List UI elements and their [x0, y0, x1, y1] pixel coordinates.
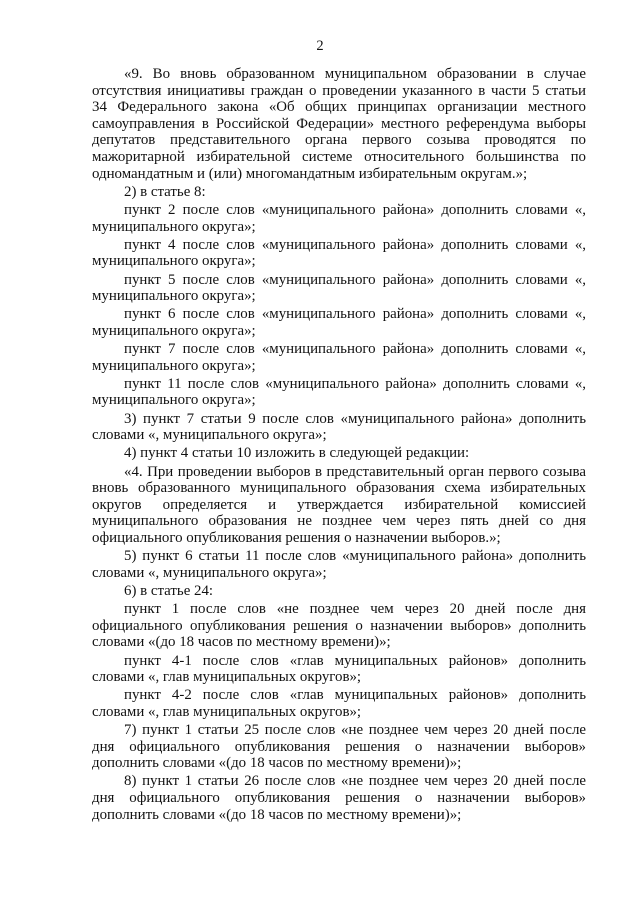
paragraph: пункт 7 после слов «муниципального района» дополнить словами «, муниципального округа»;	[92, 341, 586, 374]
page-number: 2	[316, 38, 324, 54]
paragraph: 5) пункт 6 статьи 11 после слов «муниципального района» дополнить словами «, муниципального округа»;	[92, 548, 586, 581]
paragraph: 4) пункт 4 статьи 10 изложить в следующей редакции:	[124, 445, 470, 462]
paragraph: пункт 4-1 после слов «глав муниципальных районов» дополнить словами «, глав муниципальных округов»;	[92, 652, 586, 686]
paragraph: пункт 4-2 после слов «глав муниципальных районов» дополнить словами «, глав муниципальных округов»;	[92, 687, 586, 720]
paragraph: пункт 1 после слов «не позднее чем через 20 дней после дня официального опубликования решения о назначении выборов» дополнить словами «(до 18 часов по местному времени)»;	[92, 601, 586, 651]
paragraph: 7) пункт 1 статьи 25 после слов «не позднее чем через 20 дней после дня официального опубликования решения о назначении выборов» дополнить словами «(до 18 часов по местному времени)»;	[92, 722, 586, 772]
paragraph: 3) пункт 7 статьи 9 после слов «муниципального района» дополнить словами «, муниципального округа»;	[92, 410, 586, 444]
document-body	[92, 66, 586, 823]
paragraph: пункт 4 после слов «муниципального района» дополнить словами «, муниципального округа»;	[92, 236, 586, 270]
paragraph: пункт 5 после слов «муниципального района» дополнить словами «, муниципального округа»;	[92, 271, 586, 305]
paragraph: пункт 6 после слов «муниципального района» дополнить словами «, муниципального округа»;	[92, 306, 586, 339]
paragraph: «9. Во вновь образованном муниципальном образовании в случае отсутствия инициативы граждан о проведении указанного в части 5 статьи 34 Федерального закона «Об общих принципах организации местного самоуправления в Российской Федерации» местного референдума выборы депутатов представительного органа первого созыва проводятся по мажоритарной избирательной системе относительного большинства по одномандатным и (или) многомандатным избирательным округам.»;	[92, 66, 586, 182]
paragraph: «4. При проведении выборов в представительный орган первого созыва вновь образованного муниципального образования схема избирательных округов определяется и утверждается избирательной комиссией муниципального образования не позднее чем через пять дней со дня официального опубликования решения о назначении выборов.»;	[92, 463, 586, 546]
paragraph: 6) в статье 24:	[124, 582, 214, 599]
paragraph: 2) в статье 8:	[124, 183, 206, 200]
paragraph: пункт 11 после слов «муниципального района» дополнить словами «, муниципального округа»;	[92, 375, 586, 409]
paragraph: пункт 2 после слов «муниципального района» дополнить словами «, муниципального округа»;	[92, 201, 586, 235]
paragraph: 8) пункт 1 статьи 26 после слов «не позднее чем через 20 дней после дня официального опубликования решения о назначении выборов» дополнить словами «(до 18 часов по местному времени)»;	[92, 773, 586, 823]
